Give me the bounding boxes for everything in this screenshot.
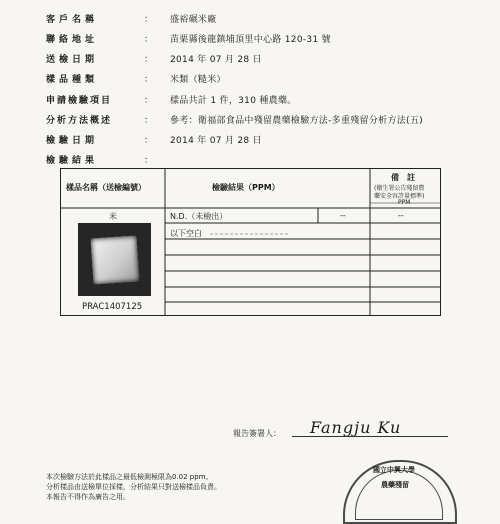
- field-label: 聯絡地址: [46, 35, 99, 45]
- footnote: 分析樣品由送檢單位採樣，分析結果只對送檢樣品負責。: [46, 483, 221, 491]
- field-value: 盛裕碾米廠: [170, 15, 217, 25]
- field-label: 檢驗結果: [46, 156, 99, 166]
- signature-line: [292, 436, 448, 437]
- field-value: 2014 年 07 月 28 日: [170, 136, 262, 146]
- result-dash: --: [340, 211, 346, 220]
- rice-bag-image: [90, 235, 139, 284]
- official-stamp: [343, 460, 457, 524]
- field-colon: ：: [144, 136, 154, 146]
- result-nd: N.D.（未檢出）: [170, 212, 228, 221]
- remark-dash: --: [398, 211, 404, 220]
- field-colon: ：: [144, 116, 154, 126]
- field-colon: ：: [144, 35, 154, 45]
- field-colon: ：: [144, 15, 154, 25]
- field-label: 樣品種類: [46, 75, 99, 85]
- header-remark-sub1: (衛生署公告殘留農: [374, 185, 425, 192]
- field-value: 米類（糙米）: [170, 75, 226, 85]
- blank-below-note: 以下空白: [170, 229, 202, 238]
- field-colon: ：: [144, 96, 154, 106]
- field-label: 客戶名稱: [46, 15, 99, 25]
- field-label: 分析方法概述: [46, 116, 113, 126]
- field-value: 參考：衛福部食品中殘留農藥檢驗方法-多重殘留分析方法(五): [170, 116, 423, 126]
- field-colon: ：: [144, 156, 154, 166]
- field-colon: ：: [144, 55, 154, 65]
- field-colon: ：: [144, 75, 154, 85]
- header-remark-unit: PPM: [398, 199, 411, 206]
- sample-name: 米: [109, 212, 117, 221]
- field-value: 2014 年 07 月 28 日: [170, 55, 262, 65]
- sample-photo: [78, 223, 151, 296]
- field-label: 檢驗日期: [46, 136, 99, 146]
- signature-label: 報告簽署人：: [233, 429, 281, 438]
- header-remark-sub2: 藥安全容許量標準): [374, 193, 425, 200]
- sample-code: PRAC1407125: [82, 302, 143, 312]
- field-value: 苗栗縣後龍鎮埔頂里中心路 120-31 號: [170, 35, 331, 45]
- signature: Fangju Ku: [310, 418, 402, 437]
- stamp-inner-ring: [355, 470, 443, 520]
- header-result: 檢驗結果（PPM）: [212, 183, 280, 192]
- footnote: 本報告不得作為廣告之用。: [46, 493, 130, 501]
- footnote: 本次檢驗方法於此樣品之最低檢測極限為0.02 ppm。: [46, 473, 213, 481]
- header-remark: 備 註: [391, 173, 415, 182]
- field-label: 申請檢驗項目: [46, 96, 113, 106]
- field-value: 樣品共計 1 件，310 種農藥。: [170, 96, 297, 106]
- stamp-text: 國立中興大學: [373, 466, 415, 474]
- field-label: 送檢日期: [46, 55, 99, 65]
- stamp-text: 農藥殘留: [381, 481, 409, 489]
- header-sample-name: 樣品名稱（送檢編號）: [66, 183, 146, 192]
